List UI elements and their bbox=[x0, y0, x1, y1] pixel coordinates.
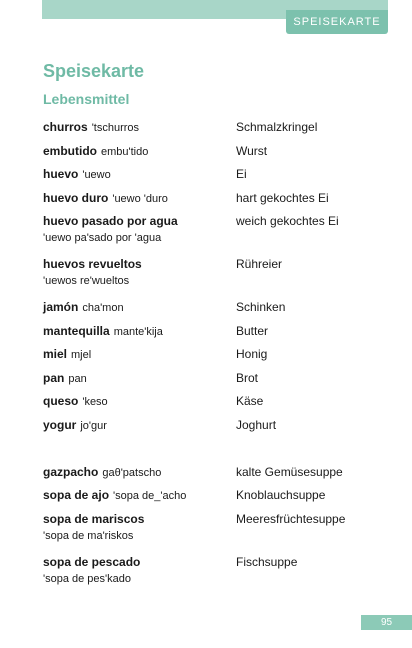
spanish-word: huevos revueltos bbox=[43, 257, 142, 271]
pronunciation: 'uewo pa'sado por 'agua bbox=[43, 232, 162, 244]
vocabulary-list bbox=[43, 119, 383, 597]
german-translation: Butter bbox=[236, 323, 269, 338]
spanish-word: sopa de pescado bbox=[43, 554, 141, 569]
pronunciation: cha'mon bbox=[82, 302, 124, 314]
section-subtitle: Lebensmittel bbox=[43, 91, 130, 107]
spanish-word: churros bbox=[43, 120, 88, 134]
pronunciation: mjel bbox=[71, 349, 92, 361]
vocab-entry bbox=[43, 554, 383, 597]
spanish-word: yogur bbox=[43, 417, 77, 432]
pronunciation: 'keso bbox=[82, 396, 108, 408]
pronunciation: pan bbox=[68, 372, 87, 385]
german-translation: weich gekochtes Ei bbox=[236, 214, 339, 228]
german-translation: Joghurt bbox=[236, 417, 277, 432]
vocab-entry bbox=[43, 346, 383, 370]
spanish-word: huevo pasado por agua bbox=[43, 214, 178, 228]
german-translation: Honig bbox=[236, 347, 268, 361]
pronunciation: mante'kija bbox=[113, 325, 163, 338]
vocab-entry bbox=[43, 119, 383, 143]
vocab-entry bbox=[43, 487, 383, 511]
german-translation: Meeresfrüchtesuppe bbox=[236, 511, 346, 526]
spanish-word: sopa de ajo bbox=[43, 488, 110, 502]
spanish-word: queso bbox=[43, 394, 79, 408]
vocab-entry bbox=[43, 190, 383, 214]
pronunciation: embu'tido bbox=[101, 145, 149, 158]
spanish-word: miel bbox=[43, 347, 68, 361]
vocab-entry bbox=[43, 143, 383, 167]
vocab-entry bbox=[43, 370, 383, 394]
pronunciation: 'sopa de_'acho bbox=[113, 490, 187, 502]
german-translation: Rühreier bbox=[236, 257, 283, 271]
pronunciation: 'sopa de pes'kado bbox=[43, 572, 131, 585]
vocab-entry bbox=[43, 393, 383, 417]
spanish-word: huevo bbox=[43, 167, 79, 181]
spanish-word: sopa de mariscos bbox=[43, 511, 145, 526]
vocab-entry bbox=[43, 166, 383, 190]
page-number: 95 bbox=[361, 615, 412, 630]
vocab-entry bbox=[43, 511, 383, 554]
german-translation: Ei bbox=[236, 167, 247, 181]
spanish-word: pan bbox=[43, 370, 65, 385]
section-tab: SPEISEKARTE bbox=[286, 10, 388, 34]
vocab-entry bbox=[43, 323, 383, 347]
pronunciation: 'uewo 'duro bbox=[112, 192, 168, 205]
german-translation: Fischsuppe bbox=[236, 554, 298, 569]
german-translation: Brot bbox=[236, 370, 259, 385]
german-translation: Käse bbox=[236, 394, 264, 408]
vocab-entry bbox=[43, 299, 383, 323]
german-translation: hart gekochtes Ei bbox=[236, 190, 329, 205]
pronunciation: 'uewo bbox=[82, 169, 111, 181]
german-translation: Knoblauchsuppe bbox=[236, 488, 326, 502]
pronunciation: 'tschurros bbox=[91, 122, 140, 134]
spanish-word: gazpacho bbox=[43, 464, 99, 479]
spanish-word: mantequilla bbox=[43, 323, 110, 338]
vocab-entry bbox=[43, 417, 383, 464]
german-translation: Schmalzkringel bbox=[236, 120, 318, 134]
german-translation: kalte Gemüsesuppe bbox=[236, 464, 343, 479]
pronunciation: 'sopa de ma'riskos bbox=[43, 529, 134, 542]
pronunciation: 'uewos re'wueltos bbox=[43, 275, 130, 287]
page-title: Speisekarte bbox=[43, 61, 145, 81]
spanish-word: jamón bbox=[43, 300, 79, 314]
vocab-entry bbox=[43, 464, 383, 488]
german-translation: Schinken bbox=[236, 300, 286, 314]
vocab-entry bbox=[43, 256, 383, 299]
german-translation: Wurst bbox=[236, 143, 268, 158]
pronunciation: gaθ'patscho bbox=[102, 466, 162, 479]
spanish-word: huevo duro bbox=[43, 190, 109, 205]
pronunciation: jo'gur bbox=[80, 419, 107, 432]
spanish-word: embutido bbox=[43, 143, 97, 158]
vocab-entry bbox=[43, 213, 383, 256]
